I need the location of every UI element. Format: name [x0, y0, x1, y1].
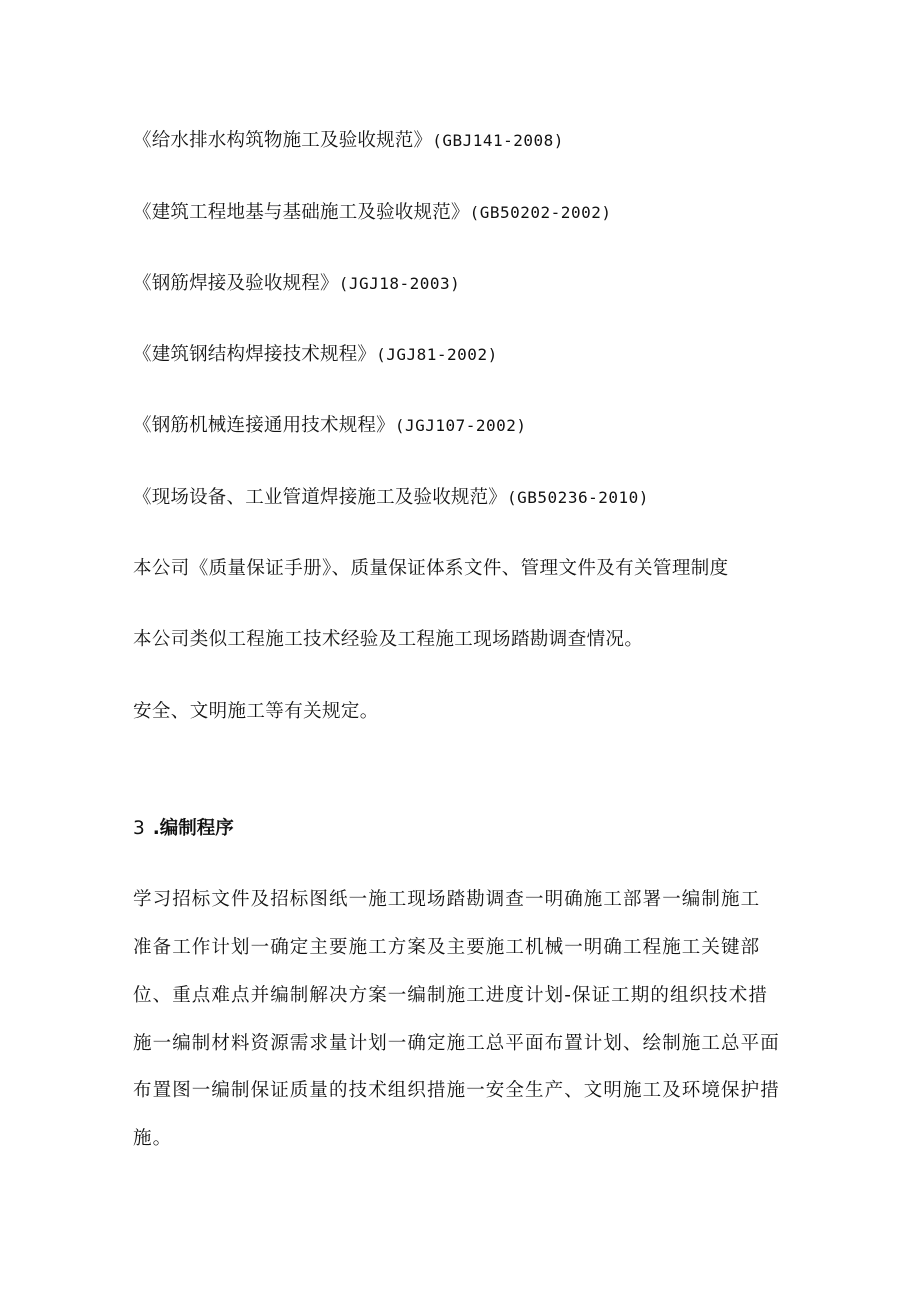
reference-code: (JGJ81-2002) [376, 345, 498, 364]
reference-code: (JGJ107-2002) [394, 416, 527, 435]
reference-item [133, 343, 498, 367]
reference-title: 《钢筋焊接及验收规程》 [133, 273, 339, 294]
reference-code: (JGJ18-2003) [338, 274, 461, 293]
reference-item [133, 414, 527, 438]
section-number: 3 [133, 818, 145, 839]
reference-code: (GBJ141-2008) [432, 131, 564, 150]
basis-line: 本公司类似工程施工技术经验及工程施工现场踏勘调查情况。 [133, 629, 644, 650]
reference-title: 《建筑钢结构焊接技术规程》 [133, 344, 377, 365]
procedure-line: 施。 [133, 1128, 173, 1149]
reference-title: 《建筑工程地基与基础施工及验收规范》 [133, 202, 470, 223]
procedure-line: 位、重点难点并编制解决方案一编制施工进度计划-保证工期的组织技术措 [133, 985, 768, 1006]
procedure-line: 施一编制材料资源需求量计划一确定施工总平面布置计划、绘制施工总平面 [133, 1033, 780, 1054]
reference-title: 《钢筋机械连接通用技术规程》 [133, 415, 395, 436]
procedure-line: 学习招标文件及招标图纸一施工现场踏勘调查一明确施工部署一编制施工 [133, 889, 761, 910]
reference-title: 《给水排水构筑物施工及验收规范》 [133, 130, 433, 151]
reference-code: (GB50236-2010) [507, 488, 649, 507]
reference-item [133, 129, 564, 153]
section-heading [133, 817, 234, 841]
section-title: .编制程序 [152, 818, 234, 839]
procedure-line: 布置图一编制保证质量的技术组织措施一安全生产、文明施工及环境保护措 [133, 1080, 780, 1101]
reference-item [133, 201, 611, 225]
reference-item [133, 486, 649, 510]
reference-code: (GB50202-2002) [469, 203, 612, 222]
reference-item [133, 272, 460, 296]
basis-line: 本公司《质量保证手册》、质量保证体系文件、管理文件及有关管理制度 [133, 558, 729, 579]
basis-line: 安全、文明施工等有关规定。 [133, 701, 379, 722]
reference-title: 《现场设备、工业管道焊接施工及验收规范》 [133, 487, 508, 508]
procedure-line: 准备工作计划一确定主要施工方案及主要施工机械一明确工程施工关键部 [133, 937, 761, 958]
